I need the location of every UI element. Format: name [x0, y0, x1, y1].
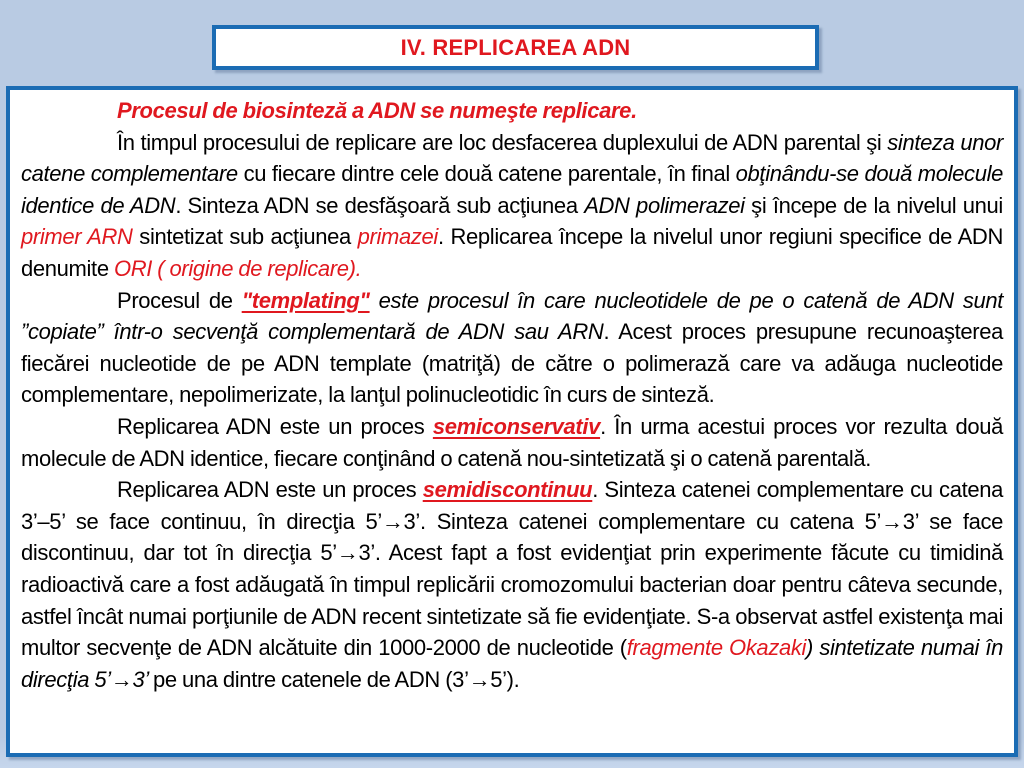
text-run: semiconservativ: [432, 413, 601, 439]
text-run: ORI ( origine de replicare).: [113, 255, 362, 281]
paragraph: [21, 474, 1009, 695]
text-run: fragmente Okazaki: [626, 635, 807, 661]
title-box: [212, 25, 819, 70]
paragraph: [21, 411, 1009, 474]
text-run: şi începe de la nivelul unui: [744, 192, 1009, 218]
text-run: Replicarea ADN este un proces: [117, 477, 423, 503]
text-run: pe una dintre catenele de ADN (3’→5’).: [152, 666, 520, 692]
text-run: . Sinteza catenei complementare cu catena 3’–5’ se face continuu, în direcţia 5’→3’. Sinteza catenei complementare cu catena 5’→3’ se face discontinuu, dar tot în direcţia 5’→3’. Acest fapt a fost evidenţiat prin experimente făcute cu timidină radioactivă care a fost adăugată în timpul replicării cromozomului bacterian doar pentru câteva secunde, astfel încât numai porţiunile de ADN recent sintetizate să fie evidenţiate. S-a observat astfel existenţa mai multor secvenţe de ADN alcătuite din 1000-2000 de nucleotide (: [21, 477, 1009, 661]
text-run: cu fiecare dintre cele două catene parentale, în final: [237, 161, 736, 187]
text-run: . Sinteza ADN se desfăşoară sub acţiunea: [175, 192, 585, 218]
paragraph: [21, 285, 1009, 411]
text-run: primer ARN: [21, 224, 133, 250]
paragraph: [21, 95, 1003, 127]
text-run: obţinându-se două molecule identice de ADN: [21, 161, 1009, 218]
text-run: ADN polimerazei: [584, 192, 745, 218]
text-run: sintetizat sub acţiunea: [132, 224, 358, 250]
text-run: Replicarea ADN este un proces: [117, 413, 433, 439]
text-run: Procesul de: [117, 287, 242, 313]
text-run: semidiscontinuu: [422, 477, 593, 503]
text-run: este procesul în care nucleotidele de pe o catenă de ADN sunt ”copiate” într-o secvenţă complementară de ADN sau ARN: [21, 287, 1009, 345]
text-run: primazei: [357, 224, 438, 250]
body-text-box: [6, 86, 1018, 757]
text-run: Procesul de biosinteză a ADN se numeşte replicare.: [117, 98, 637, 123]
text-run: . În urma acestui proces vor rezulta două molecule de ADN identice, fiecare conţinând o catenă nou-sintetizată şi o catenă parentală.: [21, 413, 1009, 471]
text-run: . Replicarea începe la nivelul unor regiuni specifice de ADN denumite: [21, 224, 1009, 281]
paragraph: [21, 127, 1009, 285]
text-run: sinteza unor catene complementare: [21, 129, 1009, 187]
slide-title: IV. REPLICAREA ADN: [400, 34, 631, 60]
text-run: "templating": [241, 287, 370, 313]
text-run: În timpul procesului de replicare are loc desfacerea duplexului de ADN parental şi: [117, 129, 888, 155]
text-run: . Acest proces presupune recunoaşterea fiecărei nucleotide de pe ADN template (matriţă) de către o polimerază care va adăuga nucleotide complementare, nepolimerizate, la lanţul polinucleotidic în curs de sinteză.: [21, 319, 1009, 408]
text-run: ) sintetizate numai în direcţia 5’→3’: [21, 635, 1009, 692]
